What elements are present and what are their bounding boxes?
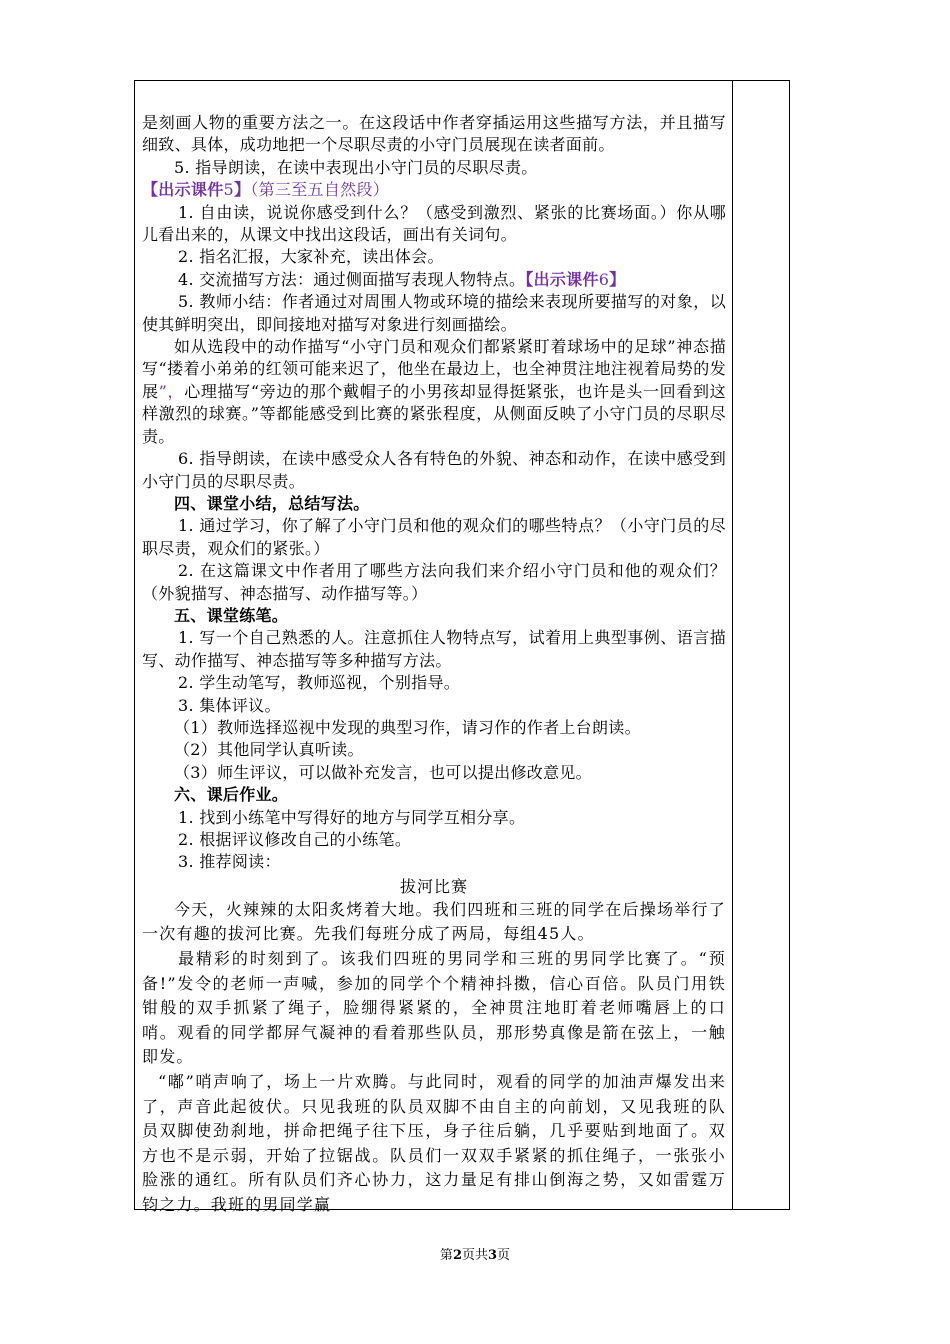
table-column-divider (732, 80, 733, 1210)
paragraph: 3. 集体评议。 (178, 695, 281, 715)
section-heading: 四、课堂小结，总结写法。 (174, 493, 370, 513)
paragraph: 1. 写一个自己熟悉的人。注意抓住人物特点写，试着用上典型事例、语言描写、动作描写、神态描写等多种描写方法。 (142, 628, 726, 670)
essay-paragraph: 最精彩的时刻到了。该我们四班的男同学和三班的男同学比赛了。“预备!”发令的老师一声喊，参加的同学个个精神抖擞，信心百倍。队员门用铁钳般的双手抓紧了绳子，脸绷得紧紧的，全神贯注地盯着老师嘴唇上的口哨。观看的同学都屏气凝神的看着那些队员，那形势真像是箭在弦上，一触即发。 (142, 949, 726, 1067)
paragraph: 1. 通过学习，你了解了小守门员和他的观众们的哪些特点？（小守门员的尽职尽责，观众们的紧张。） (142, 516, 726, 558)
courseware-bracket: 】 (234, 180, 251, 200)
footer-text: 页 (497, 1248, 511, 1263)
paragraph: （1）教师选择巡视中发现的典型习作，请习作的作者上台朗读。 (174, 717, 641, 737)
paragraph: 2. 在这篇课文中作者用了哪些方法向我们来介绍小守门员和他的观众们？（外貌描写、神态描写、动作描写等。） (142, 561, 726, 603)
paragraph (142, 336, 726, 448)
courseware-label: 【出示课件 (142, 180, 224, 200)
paragraph: 是刻画人物的重要方法之一。在这段话中作者穿插运用这些描写方法，并且描写细致、具体，成功地把一个尽职尽责的小守门员展现在读者面前。 (142, 113, 726, 155)
courseware-number: 5 (223, 180, 234, 200)
paragraph: 2. 学生动笔写，教师巡视，个别指导。 (178, 673, 461, 693)
paragraph-text: 心理描写“旁边的那个戴帽子的小男孩却显得挺紧张，也许是头一回看到这样激烈的球赛。”等都能感受到比赛的紧张程度，从侧面反映了小守门员的尽职尽责。 (142, 381, 726, 446)
paragraph: 1. 找到小练笔中写得好的地方与同学互相分享。 (178, 807, 526, 827)
paragraph: 2. 根据评议修改自己的小练笔。 (178, 830, 412, 849)
paragraph-text: 4. 交流描写方法：通过侧面描写表现人物特点。 (178, 269, 526, 289)
paragraph: （3）师生评议，可以做补充发言，也可以提出修改意见。 (174, 762, 592, 782)
paragraph-text: 如从选段中的动作描写“小守门员和观众们都紧紧盯着球场中的足球”神态描写“搂着小弟弟的红领可能来迟了，他坐在最边上，也全神贯注地注视着局势的发展 (142, 337, 726, 401)
quote-mark: ”， (158, 381, 185, 401)
paragraph: 3. 推荐阅读： (178, 852, 281, 872)
courseware-note: （第三至五自然段） (250, 180, 390, 200)
page-footer (0, 1244, 950, 1263)
section-heading: 六、课后作业。 (174, 785, 289, 805)
footer-text: 页共 (461, 1248, 488, 1263)
paragraph: 5. 指导朗读，在读中表现出小守门员的尽职尽责。 (174, 157, 538, 177)
paragraph: 6. 指导朗读，在读中感受众人各有特色的外貌、神态和动作，在读中感受到小守门员的尽职尽责。 (142, 449, 726, 491)
footer-text: 第 (439, 1248, 453, 1263)
courseware-line (142, 179, 726, 201)
essay-paragraph: 今天，火辣辣的太阳炙烤着大地。我们四班和三班的同学在后操场举行了一次有趣的拔河比赛。先我们每班分成了两局，每组45人。 (142, 899, 726, 944)
footer-page-total: 3 (488, 1248, 498, 1263)
paragraph (142, 269, 726, 291)
footer-page-number: 2 (452, 1248, 462, 1263)
paragraph: 1. 自由读，说说你感受到什么？（感受到激烈、紧张的比赛场面。）你从哪儿看出来的，从课文中找出这段话，画出有关词句。 (142, 202, 726, 245)
section-heading: 五、课堂练笔。 (174, 605, 289, 625)
essay-title: 拔河比赛 (399, 876, 468, 896)
paragraph: 2. 指名汇报，大家补充，读出体会。 (178, 247, 444, 267)
paragraph: （2）其他同学认真听读。 (174, 740, 364, 760)
courseware-number: 6 (598, 269, 610, 289)
essay-paragraph: “嘟”哨声响了，场上一片欢腾。与此同时，观看的同学的加油声爆发出来了，声音此起彼伏。只见我班的队员双脚不由自主的向前划，又见我班的队员双脚使劲刹地，拼命把绳子往下压，身子往后躺，几乎要贴到地面了。双方也不是示弱，开始了拉锯战。队员们一双双手紧紧的抓住绳子，一张张小脸涨的通红。所有队员们齐心协力，这力量足有排山倒海之势，又如雷霆万钧之力。我班的男同学赢 (142, 1071, 726, 1214)
lesson-content (142, 112, 726, 1218)
paragraph: 5. 教师小结：作者通过对周围人物或环境的描绘来表现所要描写的对象，以使其鲜明突出，即间接地对描写对象进行刻画描绘。 (142, 292, 726, 334)
courseware-label: 【出示课件 (525, 269, 599, 289)
courseware-bracket: 】 (609, 269, 626, 289)
